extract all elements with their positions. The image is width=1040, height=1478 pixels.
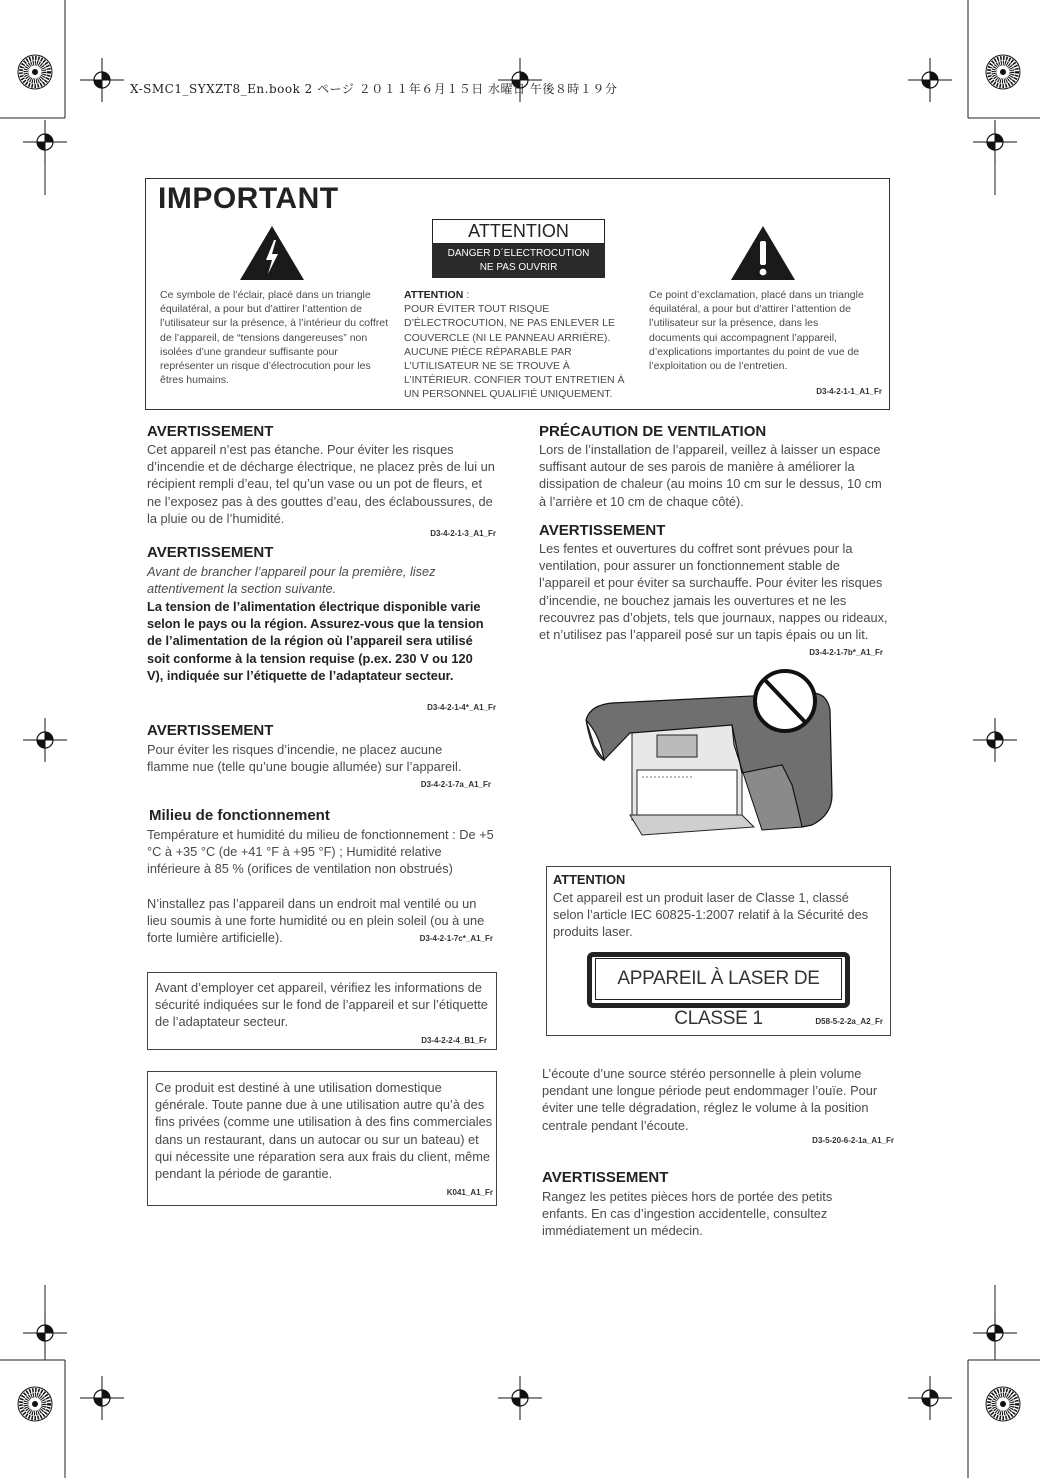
right-s2-text: Les fentes et ouvertures du coffret sont prévues pour la ventilation, pour assurer un fonctionnement stable de l’appareil et pour éviter sa surchauffe. Pour éviter les risques d’incendie, ne bouchez jamais les ouvertures et ne les recouvrez pas d’objets, tels que journaux, nappes ou rideaux, et n’utilisez pas l’appareil posé sur un tapis épais ou un lit. xyxy=(539,541,888,643)
left-s3-ref: D3-4-2-1-7a_A1_Fr xyxy=(420,780,491,789)
left-s4-text2: N’installez pas l’appareil dans un endroit mal ventilé ou un lieu soumis à une forte humidité ou en plein soleil (ou à une forte lumière artificielle). xyxy=(147,896,485,946)
attention-sub-line1: DANGER D´ELECTROCUTION xyxy=(447,248,590,259)
left-s2-italic: Avant de brancher l’appareil pour la première, lisez attentivement la section suivante. xyxy=(147,564,436,597)
domestic-use-text: Ce produit est destiné à une utilisation domestique générale. Toute panne due à une utilisation autre qu’à des fins privées (comme une utilisation à des fins commerciales dans un restaurant, dans un autocar ou sur un bateau) et qui nécessite une réparation sera aux frais du client, même pendant la période de garantie. xyxy=(155,1080,493,1182)
left-s4-text1: Température et humidité du milieu de fonctionnement : De +5 °C à +35 °C (de +41 °F à +95 °F) ; Humidité relative inférieure à 85 % (orifices de ventilation non obstrués) xyxy=(147,827,494,877)
attention-body: POUR ÉVITER TOUT RISQUE D’ÉLECTROCUTION, NE PAS ENLEVER LE COUVERCLE (NI LE PANNEAU ARRIÈRE). AUCUNE PIÈCE RÉPARABLE PAR L’UTILISATEUR NE SE TROUVE À L’INTÉRIEUR. CONFIER TOUT ENTRETIEN À UN PERSONNEL QUALIFIÉ UNIQUEMENT. xyxy=(404,303,625,401)
left-s2-title: AVERTISSEMENT xyxy=(147,544,274,561)
safety-info-text: Avant d’employer cet appareil, vérifiez les informations de sécurité indiquées sur le fond de l’appareil et sur l’étiquette de l’adaptateur secteur. xyxy=(155,980,488,1030)
left-s2-ref: D3-4-2-1-4*_A1_Fr xyxy=(427,703,496,712)
laser-ref: D58-5-2-2a_A2_Fr xyxy=(815,1017,883,1026)
file-header: X-SMC1_SYXZT8_En.book 2 ページ ２０１１年６月１５日 水曜日 午後８時１９分 xyxy=(130,82,618,96)
domestic-use-ref: K041_A1_Fr xyxy=(446,1188,493,1197)
right-s1-title: PRÉCAUTION DE VENTILATION xyxy=(539,423,767,440)
important-title: IMPORTANT xyxy=(158,182,339,215)
lightning-explanation: Ce symbole de l’éclair, placé dans un triangle équilatéral, a pour but d’attirer l’attention de l’utilisateur sur la présence, à l’intérieur du coffret de l’appareil, de “tensions dangereuses” non isolées d’une grandeur suffisante pour représenter un risque d’électrocution pour les êtres humains. xyxy=(160,289,389,387)
left-s3-text: Pour éviter les risques d’incendie, ne placez aucune flamme nue (telle qu’une bougie allumée) sur l’appareil. xyxy=(147,742,462,775)
attention-sublabel xyxy=(432,244,605,278)
left-s1-text: Cet appareil n’est pas étanche. Pour éviter les risques d’incendie et de décharge électrique, ne placez près de lui un récipient rempli d’eau, tel qu’un vase ou un pot de fleurs, et ne l’exposez pas à des gouttes d’eau, des éclaboussures, de la pluie ou de l’humidité. xyxy=(147,442,495,526)
left-s1-title: AVERTISSEMENT xyxy=(147,423,274,440)
left-s3-title: AVERTISSEMENT xyxy=(147,722,274,739)
important-ref: D3-4-2-1-1_A1_Fr xyxy=(816,387,882,396)
attention-label: ATTENTION xyxy=(432,219,605,244)
attention-heading: ATTENTION xyxy=(404,289,464,301)
laser-text: Cet appareil est un produit laser de Classe 1, classé selon l’article IEC 60825-1:2007 relatif à la Sécurité des produits laser. xyxy=(553,890,869,940)
exclamation-warning-icon xyxy=(729,224,797,282)
right-s4-title: AVERTISSEMENT xyxy=(542,1169,669,1186)
safety-info-ref: D3-4-2-2-4_B1_Fr xyxy=(421,1036,487,1045)
attention-sub-line2: NE PAS OUVRIR xyxy=(479,262,558,273)
left-s2-bold: La tension de l’alimentation électrique disponible varie selon le pays ou la région. Assurez-vous que la tension de l’alimentation de la région où l’appareil sera utilisé soit conforme à la tension requise (p.ex. 230 V ou 120 V), indiquée sur l’étiquette de l’adaptateur secteur. xyxy=(147,599,484,683)
right-s3-ref: D3-5-20-6-2-1a_A1_Fr xyxy=(812,1136,894,1145)
right-s3-text: L’écoute d’une source stéréo personnelle à plein volume pendant une longue période peut endommager l’ouïe. Pour éviter une telle dégradation, réglez le volume à la position centrale pendant l’écoute. xyxy=(542,1066,878,1133)
right-s2-title: AVERTISSEMENT xyxy=(539,522,666,539)
no-cover-device-illustration xyxy=(582,665,852,845)
right-s1-text: Lors de l’installation de l’appareil, veillez à laisser un espace suffisant autour de ses parois de manière à améliorer la dissipation de chaleur (au moins 10 cm sur le dessus, 10 cm à l’arrière et 10 cm de chaque côté). xyxy=(539,442,882,509)
exclamation-explanation: Ce point d’exclamation, placé dans un triangle équilatéral, a pour but d’attirer l’attention de l’utilisateur sur la présence, dans les documents qui accompagnent l’appareil, d’explications importantes du point de vue de l’exploitation ou de l’entretien. xyxy=(649,289,864,373)
laser-class-text: APPAREIL À LASER DE CLASSE 1 xyxy=(595,958,842,1000)
lightning-warning-icon xyxy=(238,224,306,282)
left-s1-ref: D3-4-2-1-3_A1_Fr xyxy=(430,529,496,538)
left-s4-title: Milieu de fonctionnement xyxy=(149,807,330,824)
left-s4-ref: D3-4-2-1-7c*_A1_Fr xyxy=(419,934,493,943)
right-s4-text: Rangez les petites pièces hors de portée des petits enfants. En cas d’ingestion accidentelle, consultez immédiatement un médecin. xyxy=(542,1189,833,1239)
attention-explanation xyxy=(404,288,636,402)
laser-heading: ATTENTION xyxy=(553,872,626,887)
right-s2-ref: D3-4-2-1-7b*_A1_Fr xyxy=(809,648,883,657)
attention-colon: : xyxy=(463,289,470,301)
